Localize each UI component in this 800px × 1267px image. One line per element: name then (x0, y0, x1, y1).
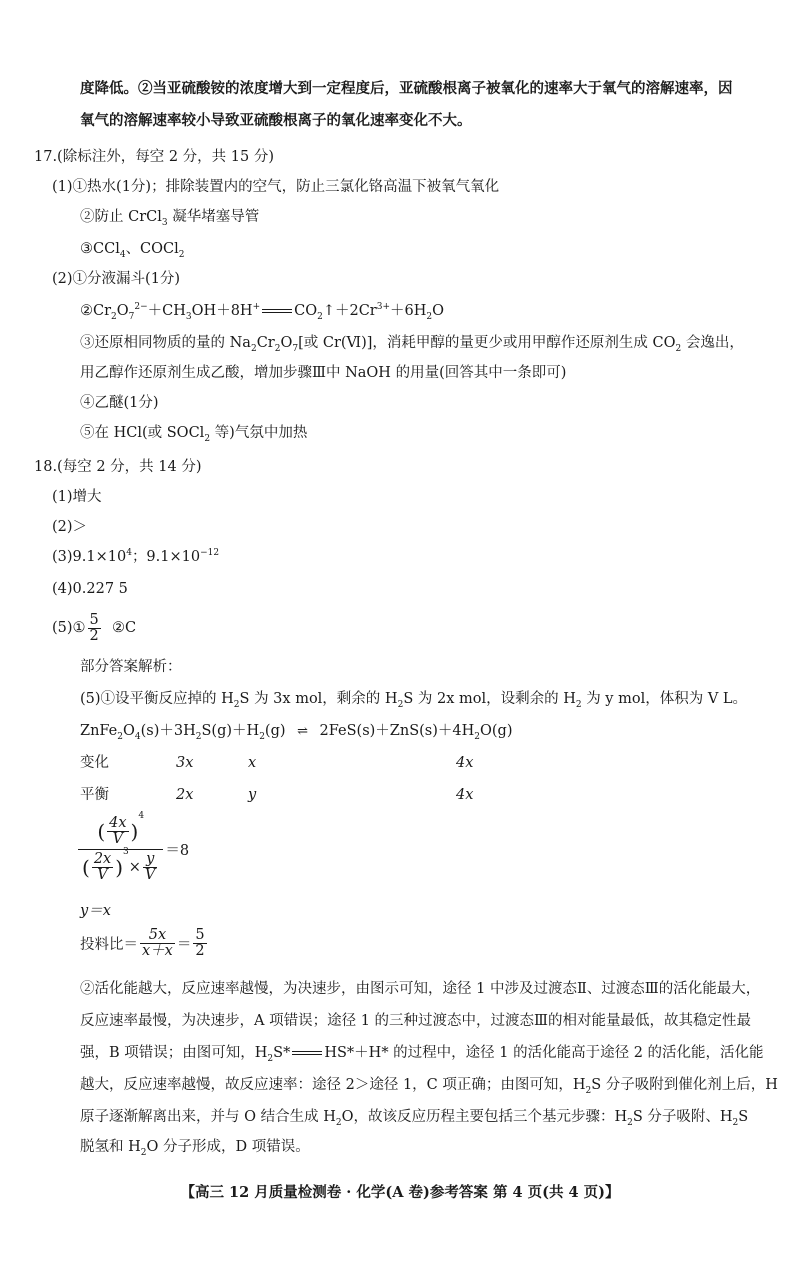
table-cell: 3x (176, 755, 194, 771)
equilibrium-constant-expression: ( $\frac{4x}{V}$ )$^4$ ( $\frac{2x}{V}$ )$^3$× $\frac{y}{V}$ ＝8 (78, 816, 189, 883)
equals-arrow-icon (260, 300, 294, 322)
q17-answer: ②防止 CrCl$_3$ 凝华堵塞导管 (80, 209, 260, 228)
q18-answer: (4)0.227 5 (52, 581, 128, 597)
analysis-line: 强，B 项错误；由图可知，$H_2S*$ HS*＋H* 的过程中，途径 1 的活化能高于途径 2 的活化能，活化能 (80, 1042, 764, 1064)
paragraph-line: 度降低。②当亚硫酸铵的浓度增大到一定程度后，亚硫酸根离子被氧化的速率大于氧气的溶解速率，因 (80, 80, 733, 97)
q18-answer: $(3)9.1\times 10^4$；$9.1\times 10^{-12}$ (52, 548, 220, 565)
analysis-title: 部分答案解析： (80, 659, 182, 675)
table-row-label: 平衡 (80, 787, 109, 803)
analysis-line: 原子逐渐解离出来，并与 O 结合生成 $H_2O$，故该反应历程主要包括三个基元步骤：$H_2S$ 分子吸附、$H_2S$ (80, 1109, 749, 1128)
analysis-line: 脱氢和 $H_2O$ 分子形成，D 项错误。 (80, 1139, 310, 1158)
table-cell: 2x (176, 787, 194, 803)
table-cell: 4x (456, 755, 474, 771)
q17-answer: ③还原相同物质的量的 $Na_2Cr_2O_7$[或 Cr(Ⅵ)]，消耗甲醇的量更少或用甲醇作还原剂生成 $CO_2$ 会逸出， (80, 335, 744, 354)
q18-answer: (2)＞ (52, 519, 88, 535)
analysis-line: 越大，反应速率越慢，故反应速率：途径 2＞途径 1，C 项正确；由图可知，$H_2S$ 分子吸附到催化剂上后，H (80, 1077, 778, 1096)
q17-answer: ④乙醚(1分) (80, 395, 159, 411)
table-cell: y (248, 787, 257, 803)
q17-answer: ③CCl$_4$、COCl$_2$ (80, 241, 185, 260)
q18-header: 18.(每空 2 分，共 14 分) (34, 459, 202, 475)
analysis-line: ②活化能越大，反应速率越慢，为决速步，由图示可知，途径 1 中涉及过渡态Ⅱ、过渡态Ⅲ的活化能最大， (80, 981, 761, 997)
table-row-label: 变化 (80, 755, 109, 771)
q17-answer: (2)①分液漏斗(1分) (52, 271, 181, 287)
q18-answer: (1)增大 (52, 489, 102, 505)
analysis-line: 反应速率最慢，为决速步，A 项错误；途径 1 的三种过渡态中，过渡态Ⅲ的相对能量最低，故其稳定性最 (80, 1013, 752, 1029)
analysis-line: y＝x (80, 903, 111, 919)
q17-answer: ⑤在 HCl(或 SOCl$_2$ 等)气氛中加热 (80, 425, 308, 444)
equals-arrow-icon (290, 1042, 324, 1064)
equilibrium-arrow-icon: ⇌ (297, 724, 308, 739)
q17-equation: $②Cr_2O_7^{2-}+CH_3OH+8H^+$ $CO_2↑+2Cr^{3+}+6H_2O$ (80, 300, 444, 322)
paragraph-line: 氧气的溶解速率较小导致亚硫酸根离子的氧化速率变化不大。 (80, 112, 472, 129)
table-cell: x (248, 755, 257, 771)
analysis-line: (5)①设平衡反应掉的 $H_2S$ 为 3x mol，剩余的 $H_2S$ 为 2x mol，设剩余的 $H_2$ 为 y mol，体积为 V L。 (80, 691, 748, 710)
q17-answer: 用乙醇作还原剂生成乙酸，增加步骤Ⅲ中 NaOH 的用量(回答其中一条即可) (80, 365, 567, 381)
page-footer: 【高三 12 月质量检测卷 · 化学(A 卷)参考答案 第 4 页(共 4 页)】 (180, 1184, 620, 1201)
q18-answer: (5)① $\frac{5}{2}$ ②C (52, 611, 137, 644)
reaction-equation: $ZnFe_2O_4(s)+3H_2S(g)+H_2(g)$ ⇌ $2FeS(s)+ZnS(s)+4H_2O(g)$ (80, 723, 513, 742)
q17-header: 17.(除标注外，每空 2 分，共 15 分) (34, 149, 274, 165)
table-cell: 4x (456, 787, 474, 803)
feed-ratio: 投料比＝ $\frac{5x}{x+x}$ ＝ $\frac{5}{2}$ (80, 927, 205, 959)
q17-answer: (1)①热水(1分)；排除装置内的空气，防止三氯化铬高温下被氧气氧化 (52, 179, 500, 195)
